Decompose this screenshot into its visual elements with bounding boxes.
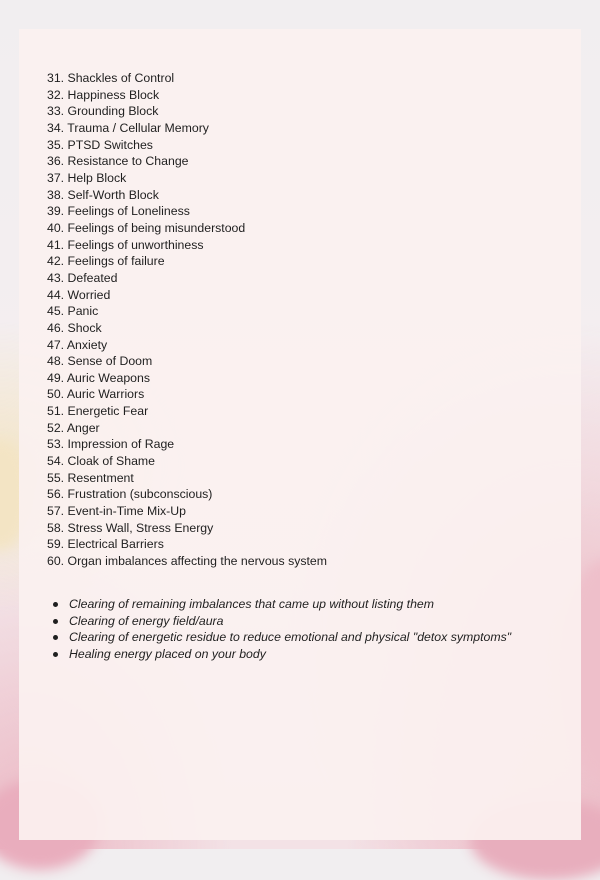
list-item: 38. Self-Worth Block [47,187,159,202]
list-item: 56. Frustration (subconscious) [47,487,213,502]
list-item: 44. Worried [47,287,111,302]
list-item: 32. Happiness Block [47,87,160,102]
list-item: 48. Sense of Doom [47,354,153,369]
list-item: 60. Organ imbalances affecting the nervous system [47,554,328,569]
list-item: 55. Resentment [47,470,134,485]
list-item: 36. Resistance to Change [47,154,189,169]
list-item: 53. Impression of Rage [47,437,175,452]
list-item: 59. Electrical Barriers [47,537,164,552]
bullet-item: Healing energy placed on your body [53,646,511,663]
list-item: 54. Cloak of Shame [47,454,156,469]
list-item: 46. Shock [47,320,102,335]
list-item: 57. Event-in-Time Mix-Up [47,504,186,519]
bullet-item: Clearing of remaining imbalances that came up without listing them [53,596,511,613]
list-item: 31. Shackles of Control [47,71,175,85]
list-item: 47. Anxiety [47,337,108,352]
list-item: 51. Energetic Fear [47,404,149,419]
list-item: 41. Feelings of unworthiness [47,237,204,252]
list-item: 33. Grounding Block [47,104,159,119]
list-item: 42. Feelings of failure [47,254,165,269]
content-card [19,29,581,840]
list-item: 50. Auric Warriors [47,387,145,402]
bullet-item: Clearing of energy field/aura [53,613,511,630]
numbered-list [47,70,327,570]
list-item: 58. Stress Wall, Stress Energy [47,520,214,535]
list-item: 34. Trauma / Cellular Memory [47,120,209,135]
list-item: 45. Panic [47,304,99,319]
list-item: 43. Defeated [47,270,118,285]
bullet-item: Clearing of energetic residue to reduce emotional and physical "detox symptoms" [53,629,511,646]
list-item: 49. Auric Weapons [47,370,150,385]
list-item: 35. PTSD Switches [47,137,153,152]
list-item: 40. Feelings of being misunderstood [47,220,246,235]
list-item: 39. Feelings of Loneliness [47,204,190,219]
bullet-list [53,596,511,663]
list-item: 52. Anger [47,420,100,435]
list-item: 37. Help Block [47,170,127,185]
